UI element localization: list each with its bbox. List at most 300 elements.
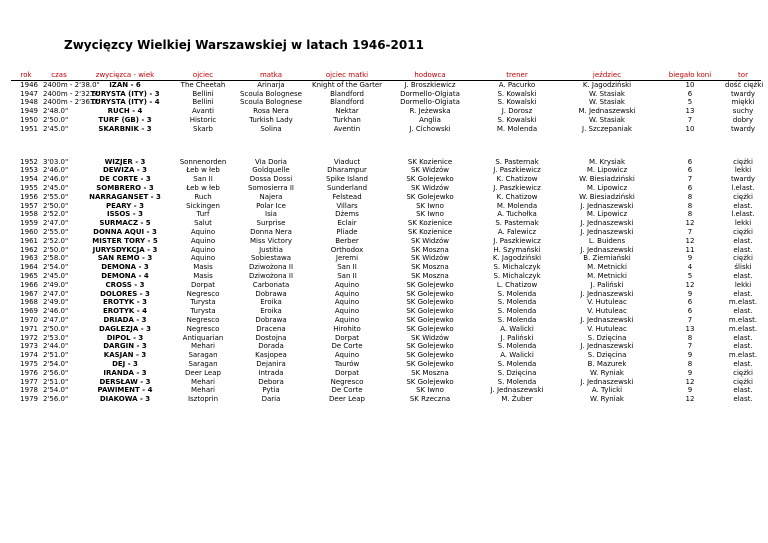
cell-going: ciężki [733, 368, 753, 377]
cell-breeder: SK Golejewko [406, 307, 454, 316]
cell-time: 2'46.0" [43, 307, 69, 316]
cell-breeder: SK Iwno [416, 201, 444, 210]
cell-breeder: SK Rzeczna [409, 395, 451, 404]
cell-winner: DIPOL - 3 [106, 333, 144, 342]
cell-breeder: SK Kozienice [407, 157, 453, 166]
cell-breeder: SK Widzów [410, 333, 450, 342]
cell-sire: Łeb w łeb [186, 183, 220, 192]
cell-trainer: J. Dorosz [501, 107, 533, 116]
cell-breeder: SK Golejewko [406, 289, 454, 298]
cell-sire: Negresco [186, 324, 220, 333]
table-row [11, 325, 761, 334]
cell-trainer: S. Molenda [497, 315, 537, 324]
cell-breeder: Dormello-Olgiata [400, 89, 460, 98]
cell-runners: 10 [685, 124, 695, 133]
cell-dam: Dejanira [256, 359, 286, 368]
cell-year: 1960 [20, 227, 38, 236]
cell-trainer: J. Paszkiewicz [493, 183, 541, 192]
cell-damsire: Dżems [335, 210, 359, 219]
cell-runners: 7 [687, 115, 693, 124]
cell-winner: DERSŁAW - 3 [99, 377, 151, 386]
cell-trainer: A. Walicki [500, 324, 534, 333]
cell-trainer: S. Molenda [497, 359, 537, 368]
cell-trainer: S. Dzięcina [497, 368, 537, 377]
cell-year: 1949 [20, 107, 38, 116]
cell-going: elast. [733, 271, 753, 280]
table-row [11, 298, 761, 307]
cell-damsire: Dorpat [334, 333, 360, 342]
cell-runners: 10 [685, 80, 695, 89]
cell-jockey: S. Dzięcina [587, 351, 627, 360]
cell-breeder: J. Cichowski [409, 124, 451, 133]
table-row [11, 307, 761, 316]
cell-breeder: SK Moszna [411, 368, 449, 377]
cell-trainer: K. Chatizow [496, 175, 538, 184]
cell-damsire: Taurów [334, 359, 360, 368]
cell-trainer: A. Walicki [500, 351, 534, 360]
cell-trainer: L. Chatizow [496, 280, 538, 289]
cell-dam: Dossa Dossi [249, 175, 293, 184]
cell-runners: 12 [685, 377, 695, 386]
table-row [11, 342, 761, 351]
cell-year: 1967 [20, 289, 38, 298]
cell-winner: SKARBNIK - 3 [98, 124, 152, 133]
cell-damsire: Aquino [334, 289, 360, 298]
cell-runners: 9 [687, 289, 693, 298]
cell-time: 2'55.0" [43, 192, 69, 201]
cell-trainer: S. Kowalski [497, 98, 537, 107]
cell-trainer: S. Pasternak [495, 219, 539, 228]
page-title: Zwycięzcy Wielkiej Warszawskiej w latach 1946-2011 [64, 38, 424, 52]
cell-jockey: M. Metnicki [587, 271, 627, 280]
cell-dam: Dziwożona II [248, 263, 294, 272]
cell-runners: 6 [687, 298, 693, 307]
header-sire: ojciec [173, 71, 233, 80]
cell-jockey: W. Biesiadziński [579, 192, 635, 201]
cell-dam: Via Doria [255, 157, 287, 166]
table-row [11, 228, 761, 237]
cell-time: 2'56.0" [43, 395, 69, 404]
cell-going: miękki [731, 98, 755, 107]
cell-runners: 6 [687, 307, 693, 316]
cell-dam: Arinarja [257, 80, 285, 89]
cell-going: elast. [733, 359, 753, 368]
cell-sire: Masis [193, 271, 213, 280]
cell-sire: Turysta [190, 298, 216, 307]
cell-time: 2'45.0" [43, 271, 69, 280]
table-row [11, 184, 761, 193]
cell-time: 2'45.0" [43, 124, 69, 133]
cell-going: twardy [730, 124, 756, 133]
table-row [11, 90, 761, 99]
header-trainer: trener [475, 71, 559, 80]
cell-jockey: M. Metnicki [587, 263, 627, 272]
cell-going: elast. [733, 245, 753, 254]
cell-damsire: Nektar [335, 107, 359, 116]
cell-dam: Miss Victory [250, 236, 292, 245]
cell-breeder: SK Golejewko [406, 298, 454, 307]
cell-damsire: Jeremi [335, 254, 359, 263]
cell-dam: Dobrawa [255, 289, 287, 298]
cell-trainer: S. Molenda [497, 307, 537, 316]
cell-runners: 7 [687, 342, 693, 351]
cell-jockey: J. Jednaszewski [580, 201, 634, 210]
cell-trainer: S. Pasternak [495, 157, 539, 166]
cell-damsire: Turkhan [333, 115, 361, 124]
cell-year: 1970 [20, 315, 38, 324]
cell-breeder: SK Moszna [411, 263, 449, 272]
header-going: tor [725, 71, 761, 80]
table-row [11, 290, 761, 299]
table-row [11, 107, 761, 116]
cell-sire: Ruch [194, 192, 212, 201]
cell-winner: SURMACZ - 5 [99, 219, 151, 228]
table-row [11, 175, 761, 184]
cell-breeder: SK Moszna [411, 245, 449, 254]
cell-damsire: Felstead [332, 192, 362, 201]
cell-sire: Negresco [186, 289, 220, 298]
cell-year: 1974 [20, 351, 38, 360]
table-row [11, 125, 761, 134]
cell-year: 1969 [20, 307, 38, 316]
header-time: czas [41, 71, 77, 80]
cell-breeder: SK Iwno [416, 210, 444, 219]
cell-time: 2400m - 2'36.0" [43, 98, 100, 107]
cell-breeder: SK Iwno [416, 386, 444, 395]
cell-dam: Pytia [262, 386, 280, 395]
cell-year: 1956 [20, 192, 38, 201]
cell-winner: WIZJER - 3 [104, 157, 146, 166]
cell-going: twardy [730, 175, 756, 184]
cell-year: 1961 [20, 236, 38, 245]
table-row [11, 202, 761, 211]
cell-year: 1954 [20, 175, 38, 184]
table-row [11, 116, 761, 125]
cell-jockey: W. Stasiak [589, 115, 625, 124]
cell-winner: SOMBRERO - 3 [96, 183, 154, 192]
cell-going: m.elast. [728, 324, 758, 333]
cell-sire: Aquino [190, 245, 216, 254]
cell-trainer: J. Paliński [500, 333, 534, 342]
cell-jockey: M. Lipowicz [586, 183, 628, 192]
cell-runners: 8 [687, 210, 693, 219]
cell-winner: PAWIMENT - 4 [97, 386, 153, 395]
cell-year: 1972 [20, 333, 38, 342]
cell-trainer: A. Tuchołka [497, 210, 537, 219]
cell-jockey: M. Krysiak [588, 157, 626, 166]
cell-sire: Bellini [192, 89, 214, 98]
cell-dam: Sobiestawa [250, 254, 292, 263]
cell-trainer: K. Chatizow [496, 192, 538, 201]
cell-year: 1975 [20, 359, 38, 368]
cell-winner: DONNA AQUI - 3 [93, 227, 157, 236]
spacer-cell [11, 134, 761, 158]
cell-sire: Saragan [188, 351, 218, 360]
cell-dam: Eroika [260, 298, 282, 307]
cell-sire: Łeb w łeb [186, 166, 220, 175]
cell-winner: DARGIN - 3 [103, 342, 147, 351]
cell-year: 1966 [20, 280, 38, 289]
cell-damsire: Eclair [337, 219, 357, 228]
cell-sire: Aquino [190, 254, 216, 263]
cell-dam: Solina [260, 124, 282, 133]
cell-winner: RUCH - 4 [107, 107, 143, 116]
cell-trainer: A. Pacurko [498, 80, 536, 89]
cell-sire: Salut [194, 219, 212, 228]
cell-sire: The Cheetah [180, 80, 226, 89]
cell-dam: Dziwożona II [248, 271, 294, 280]
table-row [11, 210, 761, 219]
cell-runners: 9 [687, 351, 693, 360]
cell-breeder: Anglia [419, 115, 441, 124]
cell-year: 1968 [20, 298, 38, 307]
cell-damsire: San II [337, 271, 357, 280]
cell-sire: Mehari [191, 342, 215, 351]
cell-runners: 8 [687, 192, 693, 201]
cell-runners: 6 [687, 166, 693, 175]
cell-jockey: W. Stasiak [589, 89, 625, 98]
cell-sire: Aquino [190, 236, 216, 245]
cell-runners: 4 [687, 263, 693, 272]
cell-breeder: SK Widzów [410, 254, 450, 263]
cell-going: lekki [734, 280, 752, 289]
cell-going: ciężki [733, 254, 753, 263]
cell-damsire: Aquino [334, 351, 360, 360]
cell-sire: Bellini [192, 98, 214, 107]
cell-year: 1952 [20, 157, 38, 166]
cell-breeder: SK Golejewko [406, 377, 454, 386]
cell-time: 2'46.0" [43, 175, 69, 184]
cell-damsire: Viaduct [333, 157, 361, 166]
cell-going: l.elast. [731, 183, 755, 192]
cell-jockey: W. Ryniak [590, 368, 624, 377]
cell-breeder: SK Kozienice [407, 227, 453, 236]
cell-jockey: L. Buidens [588, 236, 626, 245]
cell-going: m.elast. [728, 351, 758, 360]
cell-year: 1955 [20, 183, 38, 192]
cell-year: 1950 [20, 115, 38, 124]
cell-damsire: San II [337, 263, 357, 272]
cell-runners: 9 [687, 368, 693, 377]
cell-breeder: SK Golejewko [406, 342, 454, 351]
cell-runners: 5 [687, 98, 693, 107]
table-body [11, 80, 764, 404]
cell-damsire: Villars [336, 201, 358, 210]
cell-going: m.elast. [728, 315, 758, 324]
cell-time: 2'50.0" [43, 245, 69, 254]
cell-sire: San II [193, 175, 213, 184]
winners-table [11, 71, 764, 404]
cell-dam: Najera [259, 192, 283, 201]
cell-runners: 13 [685, 107, 695, 116]
cell-dam: Intrada [258, 368, 284, 377]
cell-runners: 7 [687, 227, 693, 236]
cell-runners: 12 [685, 280, 695, 289]
cell-trainer: A. Falewicz [497, 227, 537, 236]
cell-winner: DE CORTE - 3 [99, 175, 151, 184]
cell-runners: 8 [687, 201, 693, 210]
cell-sire: Sonnenorden [179, 157, 227, 166]
cell-jockey: K. Jagodziński [582, 80, 632, 89]
cell-year: 1963 [20, 254, 38, 263]
cell-winner: ISSOS - 3 [106, 210, 143, 219]
cell-runners: 8 [687, 333, 693, 342]
cell-jockey: J. Jednaszewski [580, 219, 634, 228]
cell-time: 2'55.0" [43, 227, 69, 236]
cell-jockey: J. Szczepaniak [582, 124, 632, 133]
cell-winner: IZAN - 6 [109, 80, 141, 89]
cell-year: 1953 [20, 166, 38, 175]
table-row [11, 219, 761, 228]
table-row [11, 272, 761, 281]
cell-damsire: Aquino [334, 280, 360, 289]
table-row [11, 254, 761, 263]
cell-winner: IRANDA - 3 [103, 368, 147, 377]
cell-sire: Mehari [191, 377, 215, 386]
cell-year: 1973 [20, 342, 38, 351]
cell-damsire: Deer Leap [329, 395, 365, 404]
cell-year: 1976 [20, 368, 38, 377]
cell-breeder: SK Kozienice [407, 219, 453, 228]
cell-trainer: S. Molenda [497, 298, 537, 307]
cell-trainer: S. Michalczyk [493, 271, 541, 280]
cell-dam: Surprise [256, 219, 286, 228]
cell-year: 1977 [20, 377, 38, 386]
cell-time: 2'48.0" [43, 107, 69, 116]
cell-runners: 9 [687, 386, 693, 395]
cell-year: 1964 [20, 263, 38, 272]
cell-year: 1946 [20, 80, 38, 89]
cell-damsire: Orthodox [330, 245, 364, 254]
cell-runners: 6 [687, 89, 693, 98]
cell-jockey: V. Hutuleac [587, 298, 627, 307]
cell-dam: Dostojna [255, 333, 287, 342]
cell-dam: Eroika [260, 307, 282, 316]
row-spacer [11, 134, 761, 158]
cell-winner: DEMONA - 3 [101, 263, 149, 272]
cell-damsire: Aquino [334, 315, 360, 324]
cell-trainer: M. Molenda [496, 201, 538, 210]
table-row [11, 263, 761, 272]
cell-dam: Debora [258, 377, 284, 386]
cell-going: ciężki [733, 377, 753, 386]
cell-time: 2'58.0" [43, 254, 69, 263]
cell-damsire: Aquino [334, 298, 360, 307]
cell-sire: Turysta [190, 307, 216, 316]
cell-winner: KASJAN - 3 [103, 351, 147, 360]
cell-time: 2400m - 2'32.5" [43, 89, 100, 98]
cell-time: 2400m - 2'38.0" [43, 80, 100, 89]
cell-going: lekki [734, 166, 752, 175]
cell-jockey: J. Jednaszewski [580, 245, 634, 254]
cell-runners: 12 [685, 395, 695, 404]
cell-runners: 13 [685, 324, 695, 333]
cell-time: 2'44.0" [43, 342, 69, 351]
cell-runners: 11 [685, 245, 695, 254]
cell-winner: NARRAGANSET - 3 [89, 192, 161, 201]
cell-time: 2'53.0" [43, 333, 69, 342]
cell-year: 1958 [20, 210, 38, 219]
cell-damsire: Negresco [330, 377, 364, 386]
cell-dam: Donna Nera [250, 227, 292, 236]
cell-winner: JURYSDYKCJA - 3 [92, 245, 158, 254]
cell-time: 2'54.0" [43, 359, 69, 368]
cell-dam: Isia [265, 210, 277, 219]
cell-winner: TURYSTA (ITY) - 4 [90, 98, 160, 107]
cell-breeder: SK Widzów [410, 236, 450, 245]
cell-going: suchy [732, 107, 754, 116]
cell-jockey: W. Stasiak [589, 98, 625, 107]
cell-year: 1957 [20, 201, 38, 210]
cell-winner: DEMONA - 4 [101, 271, 149, 280]
table-row [11, 316, 761, 325]
cell-trainer: H. Szymański [493, 245, 541, 254]
cell-sire: Saragan [188, 359, 218, 368]
cell-going: elast. [733, 289, 753, 298]
cell-trainer: J. Jednaszewski [490, 386, 544, 395]
cell-runners: 6 [687, 157, 693, 166]
cell-winner: PEARY - 3 [105, 201, 145, 210]
cell-time: 3'03.0" [43, 157, 69, 166]
cell-jockey: S. Dzięcina [587, 333, 627, 342]
cell-sire: Sickingen [186, 201, 220, 210]
cell-damsire: De Corte [331, 342, 363, 351]
cell-time: 2'46.0" [43, 166, 69, 175]
table-row [11, 80, 761, 89]
cell-dam: Scoula Bolognese [240, 89, 302, 98]
cell-year: 1959 [20, 219, 38, 228]
cell-breeder: SK Golejewko [406, 359, 454, 368]
cell-dam: Turkish Lady [249, 115, 293, 124]
cell-damsire: Blandford [330, 89, 364, 98]
cell-time: 2'52.0" [43, 236, 69, 245]
cell-trainer: S. Molenda [497, 289, 537, 298]
table-row [11, 158, 761, 167]
cell-breeder: SK Golejewko [406, 192, 454, 201]
cell-dam: Dorada [258, 342, 284, 351]
cell-going: elast. [733, 386, 753, 395]
cell-runners: 5 [687, 271, 693, 280]
cell-winner: DOLORES - 3 [100, 289, 150, 298]
cell-breeder: SK Golejewko [406, 315, 454, 324]
cell-breeder: SK Golejewko [406, 351, 454, 360]
cell-damsire: Blandford [330, 98, 364, 107]
cell-breeder: Dormello-Olgiata [400, 98, 460, 107]
cell-dam: Goldquelle [252, 166, 290, 175]
cell-runners: 12 [685, 236, 695, 245]
cell-time: 2'50.0" [43, 201, 69, 210]
cell-damsire: Spike Island [326, 175, 368, 184]
cell-breeder: J. Broszkiewicz [404, 80, 456, 89]
cell-year: 1951 [20, 124, 38, 133]
cell-jockey: J. Paliński [590, 280, 624, 289]
cell-runners: 9 [687, 254, 693, 263]
cell-trainer: M. Molenda [496, 124, 538, 133]
cell-breeder: SK Golejewko [406, 280, 454, 289]
table-row [11, 395, 761, 404]
cell-dam: Justitia [259, 245, 283, 254]
table-row [11, 281, 761, 290]
cell-jockey: W. Biesiadziński [579, 175, 635, 184]
cell-winner: DRIADA - 3 [103, 315, 147, 324]
cell-going: elast. [733, 307, 753, 316]
cell-dam: Kasjopea [255, 351, 287, 360]
cell-runners: 7 [687, 315, 693, 324]
cell-going: elast. [733, 395, 753, 404]
cell-sire: Masis [193, 263, 213, 272]
cell-going: elast. [733, 201, 753, 210]
cell-trainer: J. Paszkiewicz [493, 166, 541, 175]
